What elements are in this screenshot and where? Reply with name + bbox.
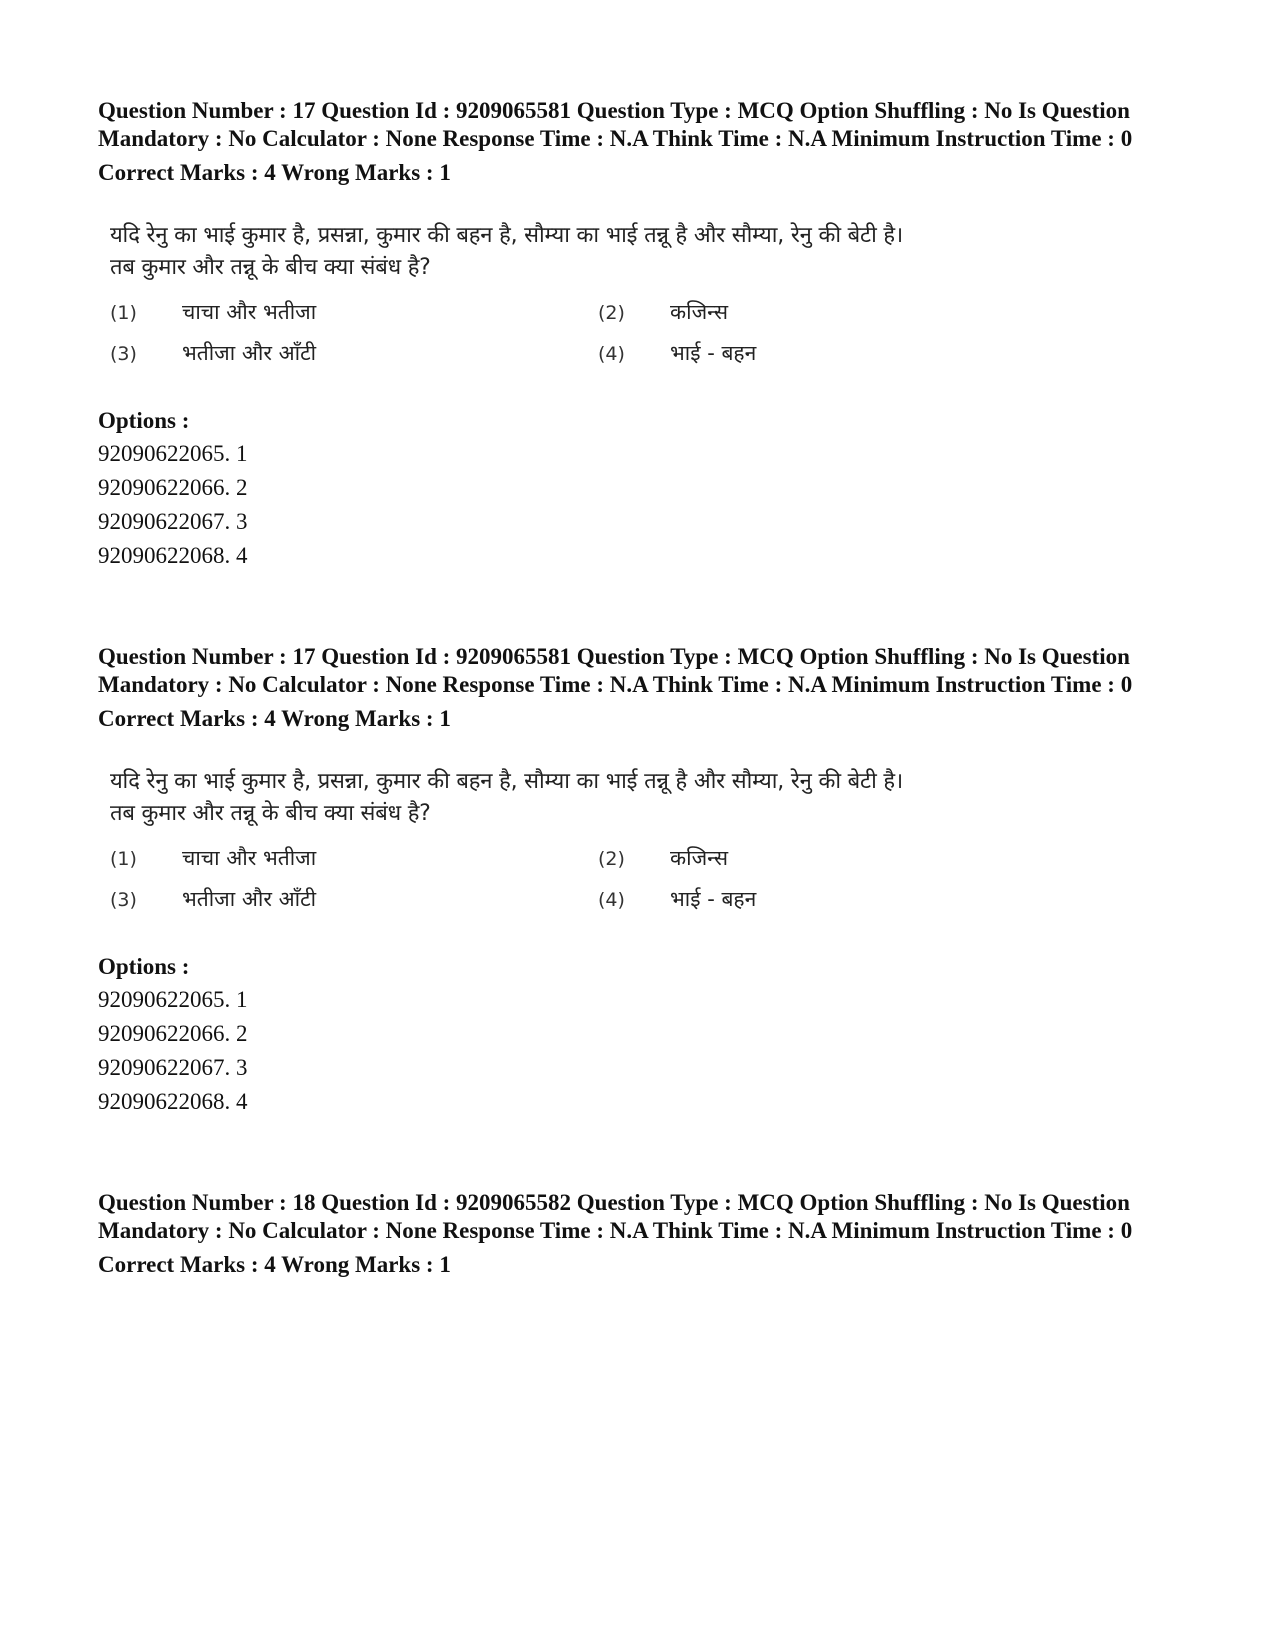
option-item: 92090622066. 2 (98, 475, 248, 500)
choice-number: (2) (598, 848, 625, 870)
answer-choices (110, 298, 1010, 382)
answer-choice (110, 339, 316, 371)
option-item: 92090622067. 3 (98, 1055, 248, 1080)
choice-number: (4) (598, 343, 625, 365)
choice-text: भाई - बहन (670, 887, 757, 911)
answer-choice (598, 885, 756, 917)
choice-number: (1) (110, 302, 137, 324)
options-list (98, 437, 1158, 573)
question-meta: Question Number : 17 Question Id : 9209065581 Question Type : MCQ Option Shuffling : No Is Question Mandatory : No Calculator : None Response Time : N.A Think Time : N.A Minimum Instruction Time : 0 (98, 644, 1133, 697)
choice-number: (2) (598, 302, 625, 324)
options-list (98, 983, 1158, 1119)
choice-text: चाचा और भतीजा (182, 846, 317, 870)
choice-text: चाचा और भतीजा (182, 300, 317, 324)
answer-choice (598, 339, 756, 371)
choice-number: (3) (110, 343, 137, 365)
question-marks: Correct Marks : 4 Wrong Marks : 1 (98, 1252, 451, 1277)
choice-number: (4) (598, 889, 625, 911)
question-text-line: तब कुमार और तन्नू के बीच क्या संबंध है? (110, 801, 431, 826)
choice-number: (1) (110, 848, 137, 870)
question-marks: Correct Marks : 4 Wrong Marks : 1 (98, 160, 451, 185)
options-heading: Options : (98, 954, 190, 979)
option-item: 92090622065. 1 (98, 441, 248, 466)
question-block (98, 643, 1158, 1119)
choice-text: भतीजा और आँटी (182, 341, 317, 365)
choice-text: भाई - बहन (670, 341, 757, 365)
question-text-line: तब कुमार और तन्नू के बीच क्या संबंध है? (110, 255, 431, 280)
choice-text: कजिन्स (670, 846, 729, 870)
question-text-line: यदि रेनु का भाई कुमार है, प्रसन्ना, कुमार की बहन है, सौम्या का भाई तन्नू है और सौम्या, रेनु की बेटी है। (110, 769, 904, 794)
choice-text: कजिन्स (670, 300, 729, 324)
question-block (98, 1189, 1158, 1278)
options-heading: Options : (98, 408, 190, 433)
answer-choice (598, 844, 728, 876)
question-block (98, 97, 1158, 573)
option-item: 92090622068. 4 (98, 543, 248, 568)
choice-number: (3) (110, 889, 137, 911)
question-meta: Question Number : 18 Question Id : 9209065582 Question Type : MCQ Option Shuffling : No Is Question Mandatory : No Calculator : None Response Time : N.A Think Time : N.A Minimum Instruction Time : 0 (98, 1190, 1133, 1243)
question-text-line: यदि रेनु का भाई कुमार है, प्रसन्ना, कुमार की बहन है, सौम्या का भाई तन्नू है और सौम्या, रेनु की बेटी है। (110, 223, 904, 248)
answer-choice (598, 298, 728, 330)
question-image (110, 220, 1010, 382)
question-image (110, 766, 1010, 928)
option-item: 92090622068. 4 (98, 1089, 248, 1114)
answer-choice (110, 844, 316, 876)
question-meta: Question Number : 17 Question Id : 9209065581 Question Type : MCQ Option Shuffling : No Is Question Mandatory : No Calculator : None Response Time : N.A Think Time : N.A Minimum Instruction Time : 0 (98, 98, 1133, 151)
option-item: 92090622065. 1 (98, 987, 248, 1012)
answer-choice (110, 885, 316, 917)
option-item: 92090622066. 2 (98, 1021, 248, 1046)
option-item: 92090622067. 3 (98, 509, 248, 534)
answer-choices (110, 844, 1010, 928)
choice-text: भतीजा और आँटी (182, 887, 317, 911)
question-marks: Correct Marks : 4 Wrong Marks : 1 (98, 706, 451, 731)
answer-choice (110, 298, 316, 330)
